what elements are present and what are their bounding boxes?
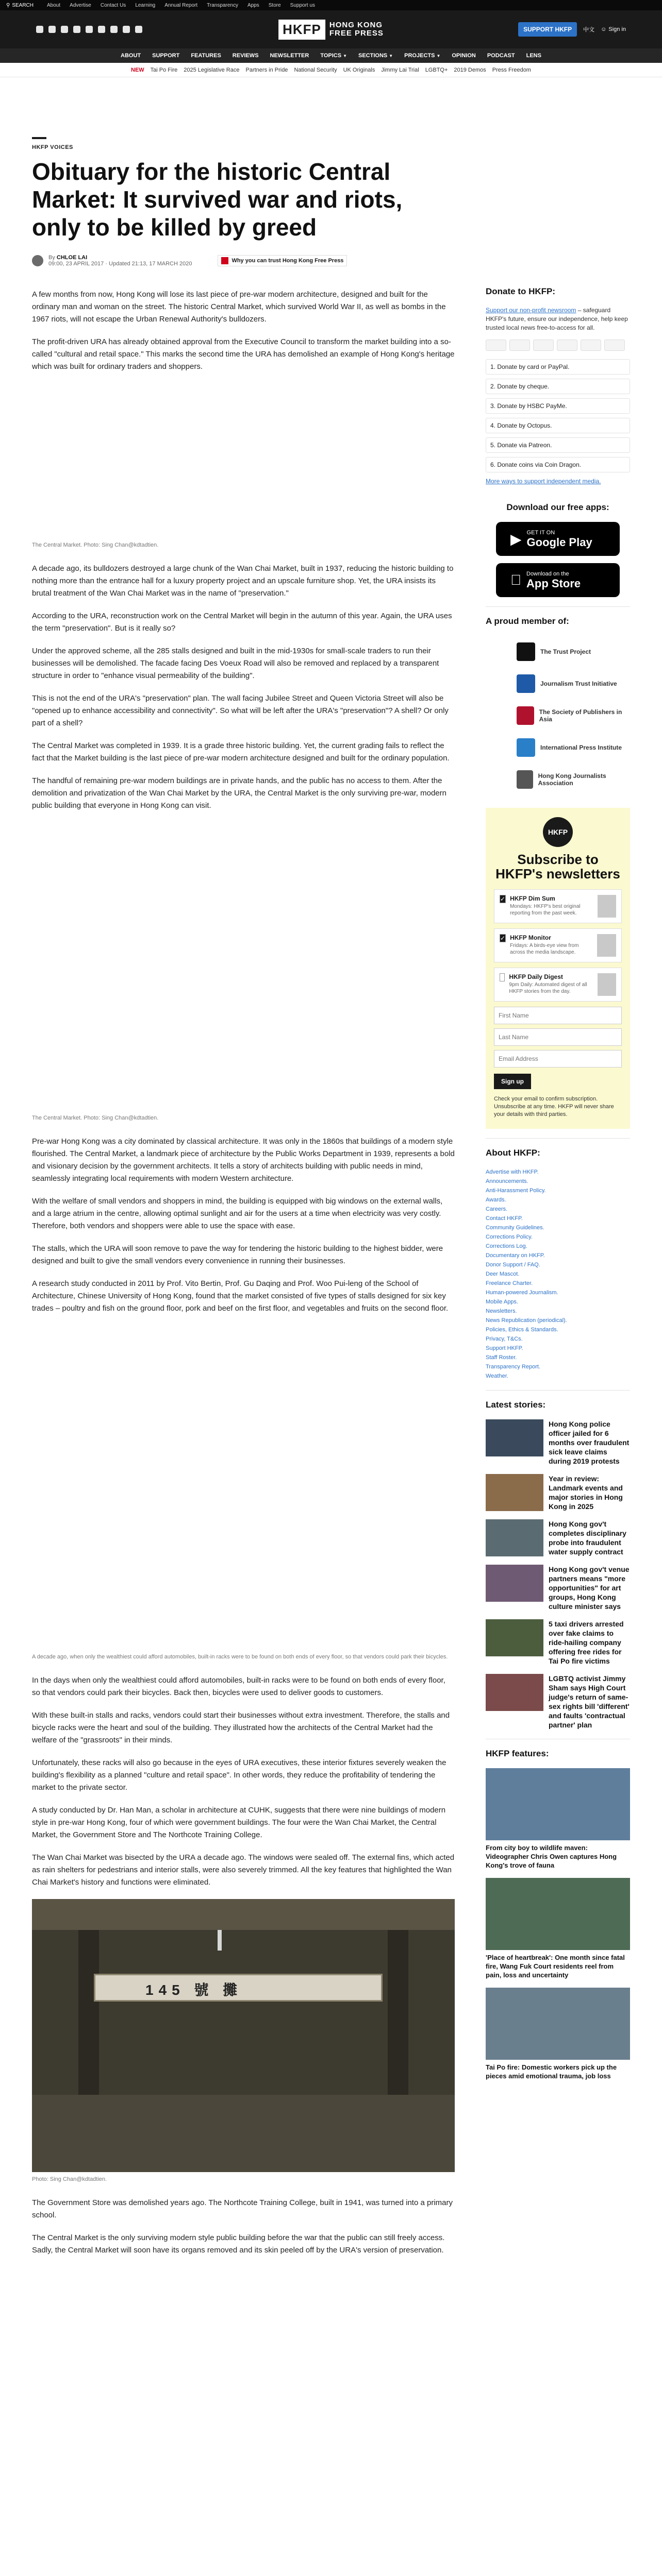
about-link[interactable]: Privacy, T&Cs. bbox=[486, 1336, 523, 1342]
checkbox[interactable] bbox=[500, 973, 505, 981]
article-kicker[interactable]: HKFP VOICES bbox=[32, 144, 73, 150]
image-caption: Photo: Sing Chan@kdtadtien. bbox=[32, 2176, 107, 2182]
trending-link[interactable]: 2025 Legislative Race bbox=[184, 66, 240, 73]
member-logo[interactable]: Journalism Trust Initiative bbox=[486, 668, 630, 700]
article-paragraph: Unfortunately, these racks will also go because in the eyes of URA executives, these interior fixtures severely weaken the building's flexibility as a planned "culture and retail space". In other words, they reduce the profitability of tendering the market to the private sector. bbox=[32, 1758, 446, 1792]
newsletter-option[interactable]: HKFP Daily Digest 9pm Daily: Automated digest of all HKFP stories from the day. bbox=[494, 968, 622, 1002]
newsletter-thumbnail bbox=[598, 895, 616, 918]
youtube-icon[interactable] bbox=[86, 26, 93, 33]
apps-heading: Download our free apps: bbox=[506, 502, 609, 512]
feature-image[interactable] bbox=[486, 1988, 630, 2060]
visa-icon bbox=[486, 340, 506, 351]
about-link[interactable]: Transparency Report. bbox=[486, 1364, 540, 1370]
checkbox[interactable]: ✓ bbox=[500, 895, 506, 903]
newsletter-thumbnail bbox=[597, 934, 616, 957]
article-image bbox=[32, 1325, 455, 1650]
article-paragraph: Under the approved scheme, all the 285 stalls designed and built in the mid-1930s for small-scale traders to run their businesses will be demolished. The facade facing Des Voeux Road will also be removed and replaced by a transparent structure in order to "enhance visual permeability of the building". bbox=[32, 647, 439, 680]
member-heading: A proud member of: bbox=[486, 616, 569, 626]
donate-heading: Donate to HKFP: bbox=[486, 286, 556, 296]
story-thumbnail bbox=[486, 1419, 543, 1456]
about-link[interactable]: Corrections Log. bbox=[486, 1243, 527, 1249]
about-link[interactable]: Policies, Ethics & Standards. bbox=[486, 1327, 558, 1333]
latest-story[interactable]: Year in review: Landmark events and major stories in Hong Kong in 2025 bbox=[486, 1474, 630, 1511]
trending-link[interactable]: Press Freedom bbox=[492, 66, 531, 73]
trending-link[interactable]: UK Originals bbox=[343, 66, 375, 73]
x-icon[interactable] bbox=[48, 26, 56, 33]
language-link[interactable]: 中文 bbox=[583, 27, 595, 33]
threads-icon[interactable] bbox=[73, 26, 80, 33]
nav-item-reviews[interactable]: REVIEWS bbox=[232, 53, 259, 59]
story-thumbnail bbox=[486, 1619, 543, 1656]
about-link[interactable]: Contact HKFP. bbox=[486, 1215, 523, 1222]
article-paragraph: The Central Market was completed in 1939. It is a grade three historic building. Yet, the current grading fails to reflect the fact that the Market building is the last piece of pre-war modern architecture designed and built for the ordinary population. bbox=[32, 741, 450, 762]
trending-label: NEW bbox=[131, 66, 144, 73]
support-hkfp-button[interactable]: SUPPORT HKFP bbox=[518, 22, 577, 37]
image-caption: The Central Market. Photo: Sing Chan@kdtadtien. bbox=[32, 1115, 159, 1121]
newsletter-option[interactable]: ✓ HKFP Dim Sum Mondays: HKFP's best original reporting from the past week. bbox=[494, 889, 622, 923]
linkedin-icon[interactable] bbox=[98, 26, 105, 33]
stall-sign-text: 145 號 攤 bbox=[145, 1982, 243, 1998]
feature-image[interactable] bbox=[486, 1878, 630, 1950]
facebook-icon[interactable] bbox=[36, 26, 43, 33]
site-header bbox=[0, 10, 662, 48]
chevron-down-icon: ▼ bbox=[343, 53, 347, 58]
google-play-button[interactable]: ▶ GET IT ON Google Play bbox=[496, 522, 620, 556]
latest-story[interactable]: LGBTQ activist Jimmy Sham says High Court judge's return of same-sex rights bill 'different' and faults 'contractual partner' plan bbox=[486, 1674, 630, 1730]
sign-up-button[interactable]: Sign up bbox=[494, 1074, 531, 1089]
sign-in-link[interactable]: ☺ Sign in bbox=[601, 26, 626, 32]
utility-link[interactable]: Advertise bbox=[70, 2, 91, 8]
newsletter-note: Check your email to confirm subscription. Unsubscribe at any time. HKFP will never share your details with third parties. bbox=[494, 1096, 614, 1117]
email-input[interactable] bbox=[494, 1050, 622, 1067]
utility-link[interactable]: Learning bbox=[135, 2, 156, 8]
first-name-input[interactable] bbox=[494, 1007, 622, 1024]
utility-link[interactable]: Apps bbox=[247, 2, 259, 8]
latest-story[interactable]: Hong Kong gov't completes disciplinary probe into fraudulent water supply contract bbox=[486, 1519, 630, 1556]
article bbox=[32, 137, 455, 2267]
market-stall-photo bbox=[32, 1899, 455, 2172]
utility-link[interactable]: Contact Us bbox=[100, 2, 126, 8]
about-heading: About HKFP: bbox=[486, 1148, 540, 1158]
about-link[interactable]: Mobile Apps. bbox=[486, 1299, 518, 1305]
article-image bbox=[32, 822, 455, 1111]
article-paragraph: With the welfare of small vendors and shoppers in mind, the building is equipped with big windows on the external walls, and a large atrium in the centre, allowing optimal sunlight and air for the users at a time when electricity was very costly. Therefore, both vendors and shoppers were able to use the space with ease. bbox=[32, 1197, 443, 1230]
member-logo[interactable]: The Trust Project bbox=[486, 636, 630, 668]
donate-option[interactable]: 5. Donate via Patreon. bbox=[486, 437, 630, 453]
trending-link[interactable]: Jimmy Lai Trial bbox=[381, 66, 419, 73]
instagram-icon[interactable] bbox=[61, 26, 68, 33]
nav-item-newsletter[interactable]: NEWSLETTER bbox=[270, 53, 309, 59]
search-icon: ⚲ bbox=[6, 2, 10, 8]
more-ways-link[interactable]: More ways to support independent media. bbox=[486, 478, 601, 485]
about-link[interactable]: Support HKFP. bbox=[486, 1345, 523, 1351]
top-utility-bar bbox=[0, 0, 662, 10]
trending-link[interactable]: Tai Po Fire bbox=[150, 66, 178, 73]
checkbox[interactable]: ✓ bbox=[500, 935, 506, 942]
about-link[interactable]: Newsletters. bbox=[486, 1308, 517, 1314]
feature-title[interactable]: From city boy to wildlife maven: Videographer Chris Owen captures Hong Kong's trove of fauna bbox=[486, 1844, 617, 1869]
google-pay-icon bbox=[604, 340, 625, 351]
article-title: Obituary for the historic Central Market: It survived war and riots, only to be killed by greed bbox=[32, 158, 403, 241]
member-logo[interactable]: The Society of Publishers in Asia bbox=[486, 700, 630, 732]
nav-item-podcast[interactable]: PODCAST bbox=[487, 53, 515, 59]
story-thumbnail bbox=[486, 1519, 543, 1556]
article-image bbox=[32, 383, 455, 538]
story-thumbnail bbox=[486, 1565, 543, 1602]
nav-item-lens[interactable]: LENS bbox=[526, 53, 541, 59]
member-logo[interactable]: International Press Institute bbox=[486, 732, 630, 764]
ipi-icon bbox=[517, 738, 535, 757]
donate-option[interactable]: 4. Donate by Octopus. bbox=[486, 418, 630, 433]
app-store-button[interactable]: Download on the App Store bbox=[496, 563, 620, 597]
about-link[interactable]: News Republication (periodical). bbox=[486, 1317, 567, 1324]
article-paragraph: A research study conducted in 2011 by Prof. Vito Bertin, Prof. Gu Daqing and Prof. Woo Pui-leng of the School of Architecture, Chinese University of Hong Kong, found that the market consisted of five types of stalls designed for six key trades – poultry and fish on the ground floor, pork and beef on the first floor, and vegetables and fruits on the second floor. bbox=[32, 1279, 449, 1313]
newsletter-title: Subscribe to HKFP's newsletters bbox=[495, 852, 620, 882]
utility-link[interactable]: About bbox=[47, 2, 61, 8]
article-paragraph: The handful of remaining pre-war modern buildings are in private hands, and the public has no access to them. After the demolition and privatization of the Wan Chai Market by the URA, the Central Market is the only surviving pre-war, modern public building that everyone in Hong Kong can visit. bbox=[32, 776, 446, 810]
newsletter-option[interactable]: ✓ HKFP Monitor Fridays: A birds-eye view from across the media landscape. bbox=[494, 928, 622, 962]
donate-text: Support our non-profit newsroom – safeguard HKFP's future, ensure our independence, help keep trusted local news free-to-access for all. bbox=[486, 307, 628, 331]
about-link[interactable]: Weather. bbox=[486, 1373, 508, 1379]
about-link[interactable]: Advertise with HKFP. bbox=[486, 1169, 539, 1175]
article-paragraph: According to the URA, reconstruction work on the Central Market will begin in the autumn of this year. Again, the URA uses the term "preservation". But is it really so? bbox=[32, 612, 452, 633]
donate-option[interactable]: 1. Donate by card or PayPal. bbox=[486, 359, 630, 375]
apple-pay-icon bbox=[581, 340, 601, 351]
member-logo[interactable]: Hong Kong Journalists Association bbox=[486, 764, 630, 795]
utility-link[interactable]: Support us bbox=[290, 2, 316, 8]
article-paragraph: The Wan Chai Market was bisected by the URA a decade ago. The windows were sealed off. The external fins, which acted as rain shelters for pedestrians and interior stalls, were also severely trimmed. All the key features that highlighted the Wan Chai Market's history and functions were eliminated. bbox=[32, 1853, 455, 1887]
author-name[interactable]: CHLOE LAI bbox=[56, 255, 88, 261]
article-paragraph: The Central Market is the only surviving modern style public building before the war that the public can still freely access. Sadly, the Central Market will soon have its organs removed and its skin peeled off by the URA's version of preservation. bbox=[32, 2233, 445, 2255]
whatsapp-icon[interactable] bbox=[123, 26, 130, 33]
about-link[interactable]: Announcements. bbox=[486, 1178, 528, 1184]
header-actions bbox=[518, 22, 626, 37]
utility-links bbox=[47, 3, 315, 8]
newsletter-logo: HKFP bbox=[543, 817, 573, 847]
latest-story[interactable]: Hong Kong gov't venue partners means "more opportunities" for art groups, Hong Kong culture minister says bbox=[486, 1565, 630, 1611]
trust-link[interactable]: Why you can trust Hong Kong Free Press bbox=[218, 255, 347, 266]
logo-mark: HKFP bbox=[278, 20, 325, 40]
main-nav bbox=[0, 48, 662, 63]
user-icon: ☺ bbox=[601, 26, 607, 32]
article-date: 09:00, 23 APRIL 2017 · Updated 21:13, 17 MARCH 2020 bbox=[48, 261, 192, 267]
about-link[interactable]: Human-powered Journalism. bbox=[486, 1290, 558, 1296]
hkja-icon bbox=[517, 770, 533, 789]
story-thumbnail bbox=[486, 1674, 543, 1711]
about-link[interactable]: Donor Support / FAQ. bbox=[486, 1262, 540, 1268]
about-link[interactable]: Corrections Policy. bbox=[486, 1234, 533, 1240]
article-paragraph: The Government Store was demolished years ago. The Northcote Training College, built in 1941, was turned into a primary school. bbox=[32, 2198, 453, 2219]
telegram-icon[interactable] bbox=[110, 26, 118, 33]
about-link[interactable]: Freelance Charter. bbox=[486, 1280, 533, 1286]
about-link[interactable]: Awards. bbox=[486, 1197, 506, 1203]
search-link[interactable]: ⚲ SEARCH bbox=[6, 2, 34, 8]
trending-link[interactable]: LGBTQ+ bbox=[425, 66, 448, 73]
social-icons bbox=[36, 26, 142, 33]
author-avatar bbox=[32, 255, 43, 266]
kicker-bar bbox=[32, 137, 46, 139]
nav-item-sections[interactable]: SECTIONS ▼ bbox=[358, 53, 393, 59]
mastercard-icon bbox=[509, 340, 530, 351]
trending-link[interactable]: Partners in Pride bbox=[245, 66, 288, 73]
latest-story[interactable]: 5 taxi drivers arrested over fake claims to ride-hailing company offering free rides for Tai Po fire victims bbox=[486, 1619, 630, 1666]
site-logo[interactable] bbox=[278, 20, 384, 40]
paypal-icon bbox=[557, 340, 577, 351]
trending-bar bbox=[0, 63, 662, 77]
article-paragraph: Pre-war Hong Kong was a city dominated by classical architecture. It was only in the 1860s that buildings of a modern style flourished. The Central Market, a landmark piece of architecture by the Public Works Department in 1939, represents a bold and visionary decision by the government architects. It tells a story of architects building with public needs in mind, seamlessly integrating local requirements with modern Western architecture. bbox=[32, 1137, 455, 1183]
about-link[interactable]: Careers. bbox=[486, 1206, 508, 1212]
donate-option[interactable]: 2. Donate by cheque. bbox=[486, 379, 630, 394]
article-paragraph: In the days when only the wealthiest could afford automobiles, built-in racks were to be found on both ends of every floor, so that vendors could park their bicycles. Back then, bicycles were used to deliver goods to customers. bbox=[32, 1676, 445, 1697]
feature-title[interactable]: Tai Po fire: Domestic workers pick up the pieces amid emotional trauma, job loss bbox=[486, 2063, 617, 2080]
about-link[interactable]: Anti-Harassment Policy. bbox=[486, 1188, 546, 1194]
article-paragraph: The profit-driven URA has already obtained approval from the Executive Council to transform the market building into a so-called "cultural and retail space." This marks the second time the URA has demolished an example of Hong Kong's heritage which was built for ordinary traders and shoppers. bbox=[32, 337, 455, 371]
about-link[interactable]: Documentary on HKFP. bbox=[486, 1252, 545, 1259]
feature-title[interactable]: 'Place of heartbreak': One month since fatal fire, Wang Fuk Court residents reel from pain, loss and uncertainty bbox=[486, 1954, 625, 1979]
email-icon[interactable] bbox=[135, 26, 142, 33]
logo-words: HONG KONG FREE PRESS bbox=[329, 21, 384, 38]
donate-option[interactable]: 3. Donate by HSBC PayMe. bbox=[486, 398, 630, 414]
trust-project-icon bbox=[221, 257, 228, 264]
utility-link[interactable]: Store bbox=[268, 2, 281, 8]
donate-option[interactable]: 6. Donate coins via Coin Dragon. bbox=[486, 457, 630, 472]
chevron-down-icon: ▼ bbox=[389, 53, 393, 58]
latest-story[interactable]: Hong Kong police officer jailed for 6 months over fraudulent sick leave claims during 2019 protests bbox=[486, 1419, 630, 1466]
about-link[interactable]: Deer Mascot. bbox=[486, 1271, 520, 1277]
features-heading: HKFP features: bbox=[486, 1749, 549, 1758]
article-paragraph: A decade ago, its bulldozers destroyed a large chunk of the Wan Chai Market, built in 1937, reducing the historic building to nothing more than the entrance hall for a luxury property project and an upscale furniture shop. Yet, the URA insists its brutal treatment of the Wan Chai Market was in the name of "preservation." bbox=[32, 564, 454, 598]
apple-icon bbox=[510, 572, 521, 588]
byline: By CHLOE LAI 09:00, 23 APRIL 2017 · Updated 21:13, 17 MARCH 2020 Why you can trust Hong Kong Free Press bbox=[32, 255, 455, 267]
article-paragraph: The stalls, which the URA will soon remove to pave the way for tendering the historic building to the highest bidder, were designed and built to give the small vendors every convenience in running their businesses. bbox=[32, 1244, 443, 1265]
trending-link[interactable]: National Security bbox=[294, 66, 337, 73]
payment-logos bbox=[486, 340, 630, 351]
article-paragraph: With these built-in stalls and racks, vendors could start their businesses without extra investment. Therefore, the stalls and bicycle racks were the heart and soul of the building. They illustrated how the architects of the Central Market had the welfare of the "grassroots" in their minds. bbox=[32, 1711, 450, 1744]
image-caption: A decade ago, when only the wealthiest could afford automobiles, built-in racks were to be found on both ends of every floor, so that vendors could park their bicycles. bbox=[32, 1654, 448, 1660]
image-caption: The Central Market. Photo: Sing Chan@kdtadtien. bbox=[32, 542, 159, 548]
story-thumbnail bbox=[486, 1474, 543, 1511]
nav-item-features[interactable]: FEATURES bbox=[191, 53, 221, 59]
latest-heading: Latest stories: bbox=[486, 1400, 546, 1410]
feature-image[interactable] bbox=[486, 1768, 630, 1840]
about-link[interactable]: Community Guidelines. bbox=[486, 1225, 544, 1231]
amex-icon bbox=[533, 340, 554, 351]
google-play-icon: ▶ bbox=[510, 531, 522, 547]
utility-link[interactable]: Transparency bbox=[207, 2, 238, 8]
newsletter-thumbnail bbox=[598, 973, 616, 996]
nav-item-projects[interactable]: PROJECTS ▼ bbox=[404, 53, 441, 59]
donate-options bbox=[486, 359, 630, 472]
article-paragraph: This is not the end of the URA's "preservation" plan. The wall facing Jubilee Street and Queen Victoria Street will also be "opened up to enhance accessibility and connectivity". So what will be left after the URA's "preservation"? A shell? Or only part of a shell? bbox=[32, 694, 449, 727]
sidebar bbox=[486, 286, 630, 2089]
utility-link[interactable]: Annual Report bbox=[164, 2, 198, 8]
newsletter-box bbox=[486, 808, 630, 1129]
article-paragraph: A study conducted by Dr. Han Man, a scholar in architecture at CUHK, suggests that there were nine buildings of modern style in pre-war Hong Kong, four of which were government buildings. The four were the Wan Chai Market, the Central Market, the Government Store and The Northcote Training College. bbox=[32, 1806, 446, 1839]
last-name-input[interactable] bbox=[494, 1028, 622, 1046]
jti-icon bbox=[517, 674, 535, 693]
nav-item-support[interactable]: SUPPORT bbox=[152, 53, 180, 59]
about-links bbox=[486, 1167, 630, 1381]
article-paragraph: A few months from now, Hong Kong will lose its last piece of pre-war modern architecture, designed and built for the ordinary man and woman on the street. The historic Central Market, which survived World War II, as well as bombs in the 1967 riots, will not escape the Urban Renewal Authority's bulldozers. bbox=[32, 290, 446, 324]
sopa-icon bbox=[517, 706, 534, 725]
nav-item-topics[interactable]: TOPICS ▼ bbox=[320, 53, 347, 59]
nav-item-opinion[interactable]: OPINION bbox=[452, 53, 476, 59]
chevron-down-icon: ▼ bbox=[436, 53, 441, 58]
donate-support-link[interactable]: Support our non-profit newsroom bbox=[486, 307, 576, 314]
about-link[interactable]: Staff Roster. bbox=[486, 1354, 517, 1361]
trending-link[interactable]: 2019 Demos bbox=[454, 66, 486, 73]
nav-item-about[interactable]: ABOUT bbox=[121, 53, 141, 59]
trust-project-icon bbox=[517, 642, 535, 661]
